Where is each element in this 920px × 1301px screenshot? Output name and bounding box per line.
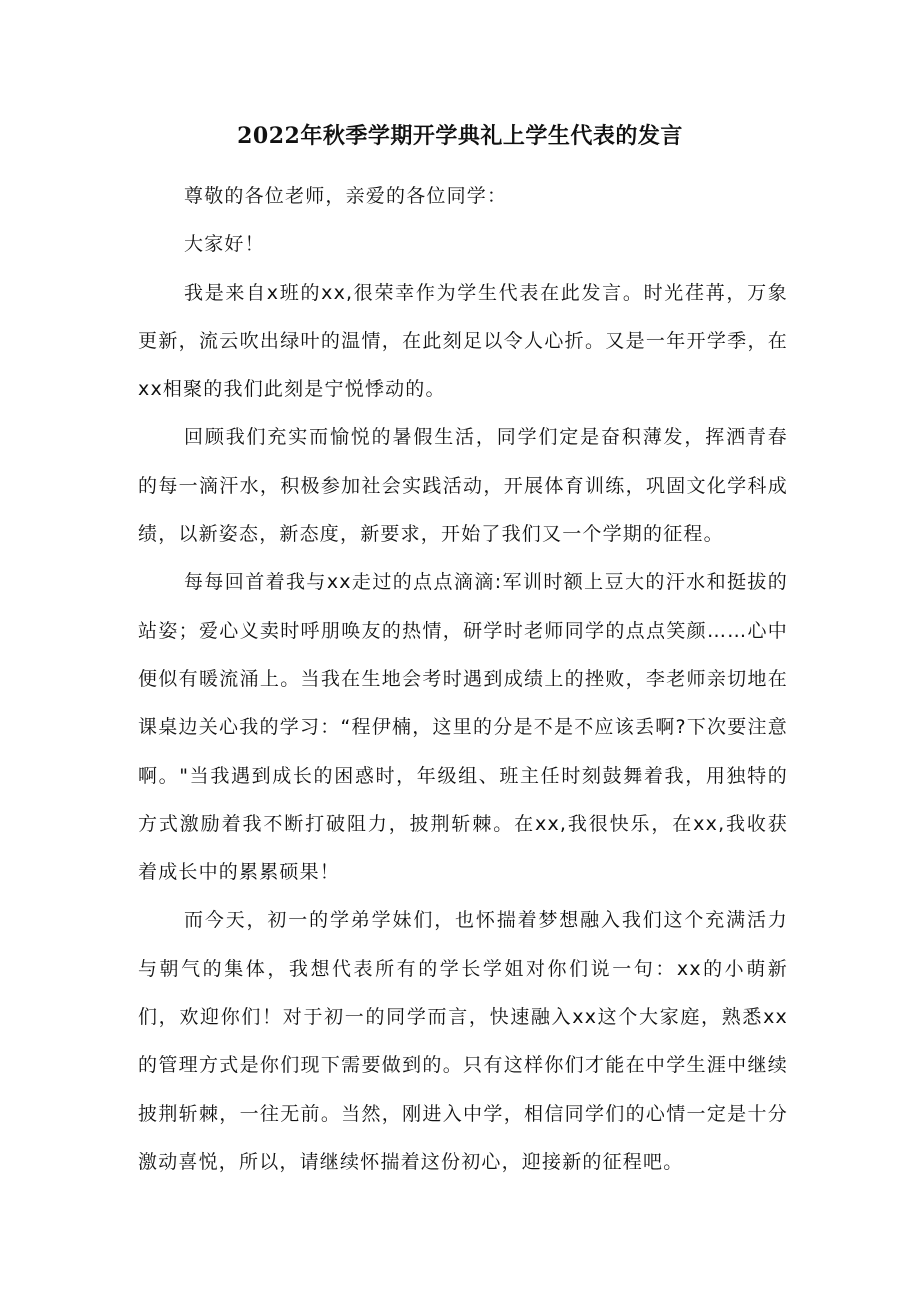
- greeting: 大家好！: [184, 233, 265, 256]
- document-title: 2022年秋季学期开学典礼上学生代表的发言: [237, 123, 683, 149]
- salutation: 尊敬的各位老师，亲爱的各位同学：: [184, 185, 508, 207]
- document-body: [138, 172, 788, 1186]
- paragraph-welcome: 而今天，初一的学弟学妹们，也怀揣着梦想融入我们这个充满活力与朝气的集体，我想代表所有的学长学姐对你们说一句：xx的小萌新们，欢迎你们！对于初一的同学而言，快速融入xx这个大家庭，熟悉xx的管理方式是你们现下需要做到的。只有这样你们才能在中学生涯中继续披荆斩棘，一往无前。当然，刚进入中学，相信同学们的心情一定是十分激动喜悦，所以，请继续怀揣着这份初心，迎接新的征程吧。: [138, 909, 788, 1173]
- paragraph-memories: 每每回首着我与xx走过的点点滴滴:军训时额上豆大的汗水和挺拔的站姿；爱心义卖时呼朋唤友的热情，研学时老师同学的点点笑颜……心中便似有暖流涌上。当我在生地会考时遇到成绩上的挫败，李老师亲切地在课桌边关心我的学习：“程伊楠，这里的分是不是不应该丢啊?下次要注意啊。"当我遇到成长的困惑时，年级组、班主任时刻鼓舞着我，用独特的方式激励着我不断打破阻力，披荆斩棘。在xx,我很快乐，在xx,我收获着成长中的累累硕果！: [138, 571, 788, 884]
- paragraph-intro: 我是来自x班的xx,很荣幸作为学生代表在此发言。时光荏苒，万象更新，流云吹出绿叶的温情，在此刻足以令人心折。又是一年开学季，在xx相聚的我们此刻是宁悦悸动的。: [138, 281, 788, 401]
- paragraph-summer-review: 回顾我们充实而愉悦的暑假生活，同学们定是奋积薄发，挥洒青春的每一滴汗水，积极参加社会实践活动，开展体育训练，巩固文化学科成绩，以新姿态，新态度，新要求，开始了我们又一个学期的征程。: [138, 426, 788, 546]
